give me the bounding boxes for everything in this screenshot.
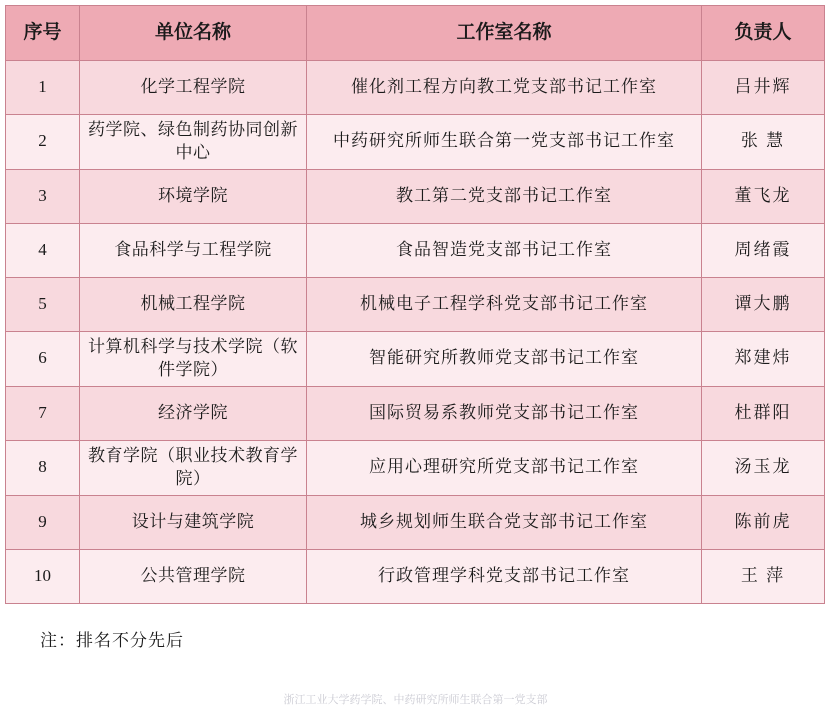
table-row: [6, 169, 825, 223]
cell-studio: 国际贸易系教师党支部书记工作室: [307, 386, 702, 440]
cell-studio: 机械电子工程学科党支部书记工作室: [307, 277, 702, 331]
cell-unit: 经济学院: [80, 386, 307, 440]
table-row: [6, 440, 825, 495]
cell-unit: 食品科学与工程学院: [80, 223, 307, 277]
cell-leader: 汤玉龙: [702, 440, 825, 495]
cell-unit: 化学工程学院: [80, 61, 307, 115]
table-row: [6, 115, 825, 170]
cell-leader: 董飞龙: [702, 169, 825, 223]
cell-index: 10: [6, 549, 80, 603]
cell-studio: 行政管理学科党支部书记工作室: [307, 549, 702, 603]
cell-unit: 教育学院（职业技术教育学院）: [80, 440, 307, 495]
table-row: [6, 495, 825, 549]
cell-index: 2: [6, 115, 80, 170]
cell-leader: 郑建炜: [702, 331, 825, 386]
workstation-roster-table: [5, 5, 825, 604]
cell-unit: 药学院、绿色制药协同创新中心: [80, 115, 307, 170]
cell-index: 1: [6, 61, 80, 115]
table-header: [6, 6, 825, 61]
cell-index: 5: [6, 277, 80, 331]
cell-leader: 周绪霞: [702, 223, 825, 277]
table-row: [6, 549, 825, 603]
column-header-leader: 负责人: [702, 6, 825, 61]
table-body: [6, 61, 825, 604]
cell-index: 3: [6, 169, 80, 223]
document-page: [0, 5, 831, 705]
cell-studio: 催化剂工程方向教工党支部书记工作室: [307, 61, 702, 115]
cell-studio: 应用心理研究所党支部书记工作室: [307, 440, 702, 495]
cell-leader: 张 慧: [702, 115, 825, 170]
table-header-row: [6, 6, 825, 61]
cell-studio: 智能研究所教师党支部书记工作室: [307, 331, 702, 386]
table-note: 注：排名不分先后: [40, 630, 184, 650]
cell-studio: 食品智造党支部书记工作室: [307, 223, 702, 277]
cell-index: 7: [6, 386, 80, 440]
cell-unit: 公共管理学院: [80, 549, 307, 603]
cell-unit: 设计与建筑学院: [80, 495, 307, 549]
cell-leader: 谭大鹏: [702, 277, 825, 331]
table-row: [6, 223, 825, 277]
cell-unit: 环境学院: [80, 169, 307, 223]
cell-leader: 陈前虎: [702, 495, 825, 549]
cell-index: 8: [6, 440, 80, 495]
cell-leader: 王 萍: [702, 549, 825, 603]
cell-leader: 吕井辉: [702, 61, 825, 115]
table-row: [6, 331, 825, 386]
footer-watermark: 浙江工业大学药学院、中药研究所师生联合第一党支部: [283, 694, 548, 705]
cell-index: 6: [6, 331, 80, 386]
table-row: [6, 386, 825, 440]
cell-studio: 城乡规划师生联合党支部书记工作室: [307, 495, 702, 549]
cell-studio: 教工第二党支部书记工作室: [307, 169, 702, 223]
cell-unit: 机械工程学院: [80, 277, 307, 331]
table-row: [6, 61, 825, 115]
cell-leader: 杜群阳: [702, 386, 825, 440]
cell-index: 4: [6, 223, 80, 277]
column-header-unit: 单位名称: [80, 6, 307, 61]
cell-unit: 计算机科学与技术学院（软件学院）: [80, 331, 307, 386]
cell-index: 9: [6, 495, 80, 549]
table-row: [6, 277, 825, 331]
column-header-index: 序号: [6, 6, 80, 61]
column-header-studio: 工作室名称: [307, 6, 702, 61]
cell-studio: 中药研究所师生联合第一党支部书记工作室: [307, 115, 702, 170]
